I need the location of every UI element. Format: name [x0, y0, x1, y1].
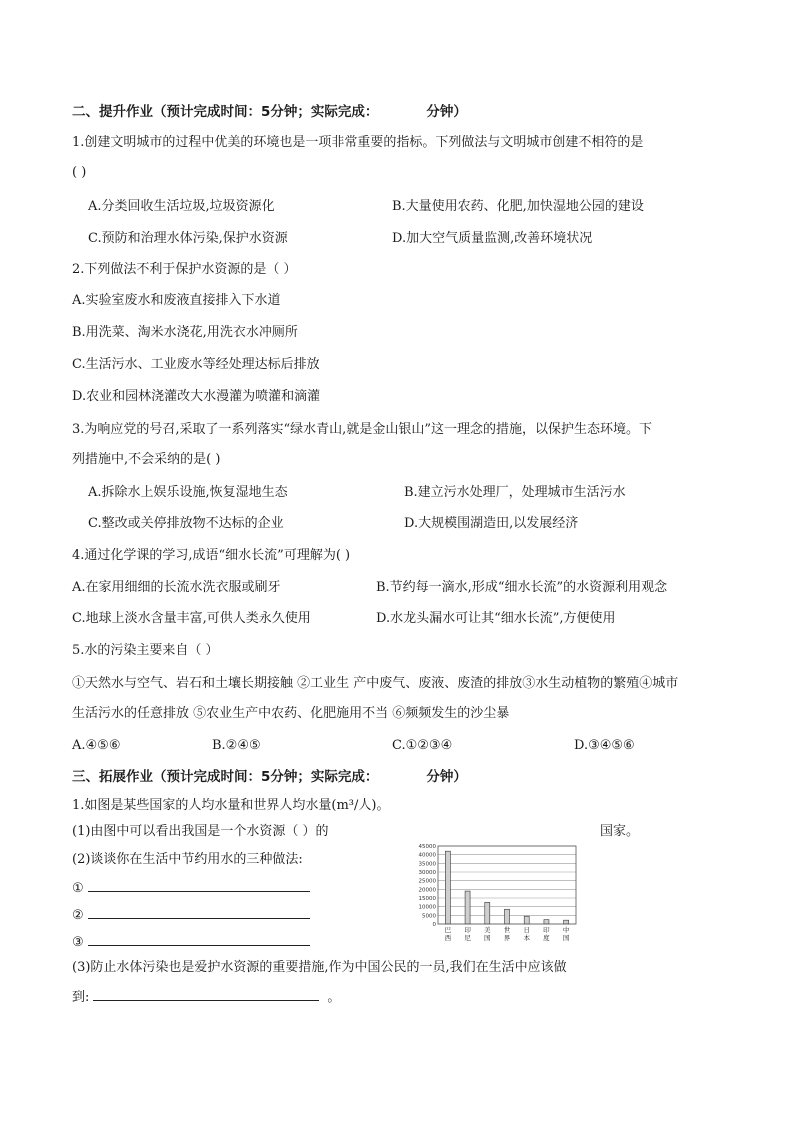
q5-stem: 5.水的污染主要来自（ ）	[72, 643, 219, 658]
y-tick-label: 20000	[418, 887, 436, 894]
s3-q1-part1: (1)由图中可以看出我国是一个水资源（ ）的	[72, 824, 329, 839]
q2-stem: 2.下列做法不利于保护水资源的是（ ）	[72, 262, 297, 277]
s3-q1-part3-line2	[72, 986, 340, 1007]
x-tick-label: 日	[523, 926, 530, 934]
section3-heading-end: 分钟）	[426, 769, 467, 785]
answer-line-2	[72, 904, 310, 925]
y-tick-label: 30000	[418, 870, 436, 876]
q1-option-d: D.加大空气质量监测,改善环境状况	[392, 231, 593, 246]
section3-heading-text: 三、拓展作业（预计完成时间：5分钟；实际完成：	[72, 769, 379, 785]
x-tick-label: 度	[543, 934, 550, 942]
y-tick-label: 35000	[418, 861, 436, 868]
q4-option-b: B.节约每一滴水,形成“细水长流”的水资源利用观念	[376, 580, 668, 595]
q5-option-c: C.①②③④	[392, 738, 453, 753]
bar-世界	[505, 909, 510, 924]
answer-blank-2[interactable]	[88, 904, 310, 919]
q3-option-d: D.大规模围湖造田,以发展经济	[404, 516, 579, 531]
x-tick-label: 世	[503, 926, 511, 934]
y-tick-label: 0	[432, 922, 436, 928]
q1-paren: ( )	[72, 165, 87, 180]
q5-option-a: A.④⑤⑥	[72, 738, 121, 753]
s3-q1-part2: (2)谈谈你在生活中节约用水的三种做法:	[72, 852, 303, 867]
x-tick-label: 美	[484, 926, 491, 934]
q4-stem: 4.通过化学课的学习,成语“细水长流”可理解为( )	[72, 548, 351, 563]
answer-marker-3: ③	[72, 935, 84, 950]
q3-option-b: B.建立污水处理厂，处理城市生活污水	[404, 485, 626, 500]
answer-marker-2: ②	[72, 908, 84, 923]
chart-y-ticks	[419, 844, 437, 928]
part3-period: 。	[327, 990, 341, 1005]
q4-option-a: A.在家用细细的长流水洗衣服或刷牙	[72, 580, 281, 595]
y-tick-label: 45000	[418, 844, 436, 850]
q5-option-d: D.③④⑤⑥	[574, 738, 635, 753]
bar-印度	[544, 920, 549, 924]
x-tick-label: 西	[444, 934, 452, 942]
answer-blank-3[interactable]	[88, 931, 310, 946]
bar-日本	[524, 916, 529, 924]
q3-stem-line1: 3.为响应党的号召,采取了一系列落实“绿水青山,就是金山银山”这一理念的措施，以保护生态环境。下	[72, 422, 652, 437]
part3-answer-blank[interactable]	[93, 986, 319, 1001]
q5-items-line2: 生活污水的任意排放 ⑤农业生产中农药、化肥施用不当 ⑥频频发生的沙尘暴	[72, 706, 510, 721]
q3-option-a: A.拆除水上娱乐设施,恢复湿地生态	[88, 485, 288, 500]
x-tick-label: 巴	[444, 926, 452, 934]
q3-option-c: C.整改或关停排放物不达标的企业	[88, 516, 284, 531]
q2-option-d: D.农业和园林浇灌改大水漫灌为喷灌和滴灌	[72, 389, 321, 404]
q1-option-c: C.预防和治理水体污染,保护水资源	[88, 231, 288, 246]
x-tick-label: 中	[562, 926, 570, 934]
q1-option-a: A.分类回收生活垃圾,垃圾资源化	[88, 199, 275, 214]
part3-prefix: 到:	[72, 990, 90, 1005]
q4-option-c: C.地球上淡水含量丰富,可供人类永久使用	[72, 611, 311, 626]
bar-中国	[564, 920, 569, 924]
answer-marker-1: ①	[72, 881, 84, 896]
y-tick-label: 40000	[418, 852, 436, 859]
q1-stem: 1.创建文明城市的过程中优美的环境也是一项非常重要的指标。下列做法与文明城市创建不相符的是	[72, 135, 644, 150]
y-tick-label: 5000	[422, 913, 436, 920]
s3-q1-part1-end: 国家。	[600, 824, 640, 839]
q5-option-b: B.②④⑤	[212, 738, 261, 753]
q4-option-d: D.水龙头漏水可让其“细水长流”,方便使用	[376, 611, 616, 626]
q2-option-c: C.生活污水、工业废水等经处理达标后排放	[72, 357, 320, 372]
section2-heading-end: 分钟）	[426, 104, 467, 120]
answer-line-1	[72, 877, 310, 898]
y-tick-label: 10000	[418, 904, 436, 911]
bar-美国	[485, 902, 490, 924]
x-tick-label: 尼	[464, 934, 471, 942]
x-tick-label: 本	[523, 934, 530, 942]
section2-heading-text: 二、提升作业（预计完成时间：5分钟；实际完成：	[72, 104, 379, 120]
y-tick-label: 25000	[418, 878, 436, 885]
bar-巴西	[445, 851, 450, 924]
chart-x-labels	[445, 925, 570, 942]
s3-q1-stem: 1.如图是某些国家的人均水量和世界人均水量(m³/人)。	[72, 798, 390, 813]
x-tick-label: 国	[562, 934, 570, 942]
x-tick-label: 印	[543, 926, 550, 934]
x-tick-label: 界	[503, 934, 511, 942]
x-tick-label: 国	[484, 934, 491, 942]
bar-印尼	[465, 891, 470, 924]
s3-q1-part3: (3)防止水体污染也是爱护水资源的重要措施,作为中国公民的一员,我们在生活中应该做	[72, 960, 567, 975]
q2-option-b: B.用洗菜、淘米水浇花,用洗衣水冲厕所	[72, 325, 298, 340]
q1-option-b: B.大量使用农药、化肥,加快湿地公园的建设	[392, 199, 644, 214]
answer-line-3	[72, 931, 310, 952]
answer-blank-1[interactable]	[88, 877, 310, 892]
x-tick-label: 印	[464, 926, 471, 934]
y-tick-label: 15000	[418, 896, 436, 902]
q2-option-a: A.实验室废水和废液直接排入下水道	[72, 293, 281, 308]
section2-heading	[72, 103, 467, 121]
q3-stem-line2: 列措施中,不会采纳的是( )	[72, 452, 221, 467]
chart-bars	[445, 851, 568, 924]
water-per-capita-bar-chart	[408, 842, 580, 952]
q5-items-line1: ①天然水与空气、岩石和土壤长期接触 ②工业生 产中废气、废液、废渣的排放③水生动植物的繁殖④城市	[72, 676, 679, 691]
section3-heading	[72, 768, 467, 786]
